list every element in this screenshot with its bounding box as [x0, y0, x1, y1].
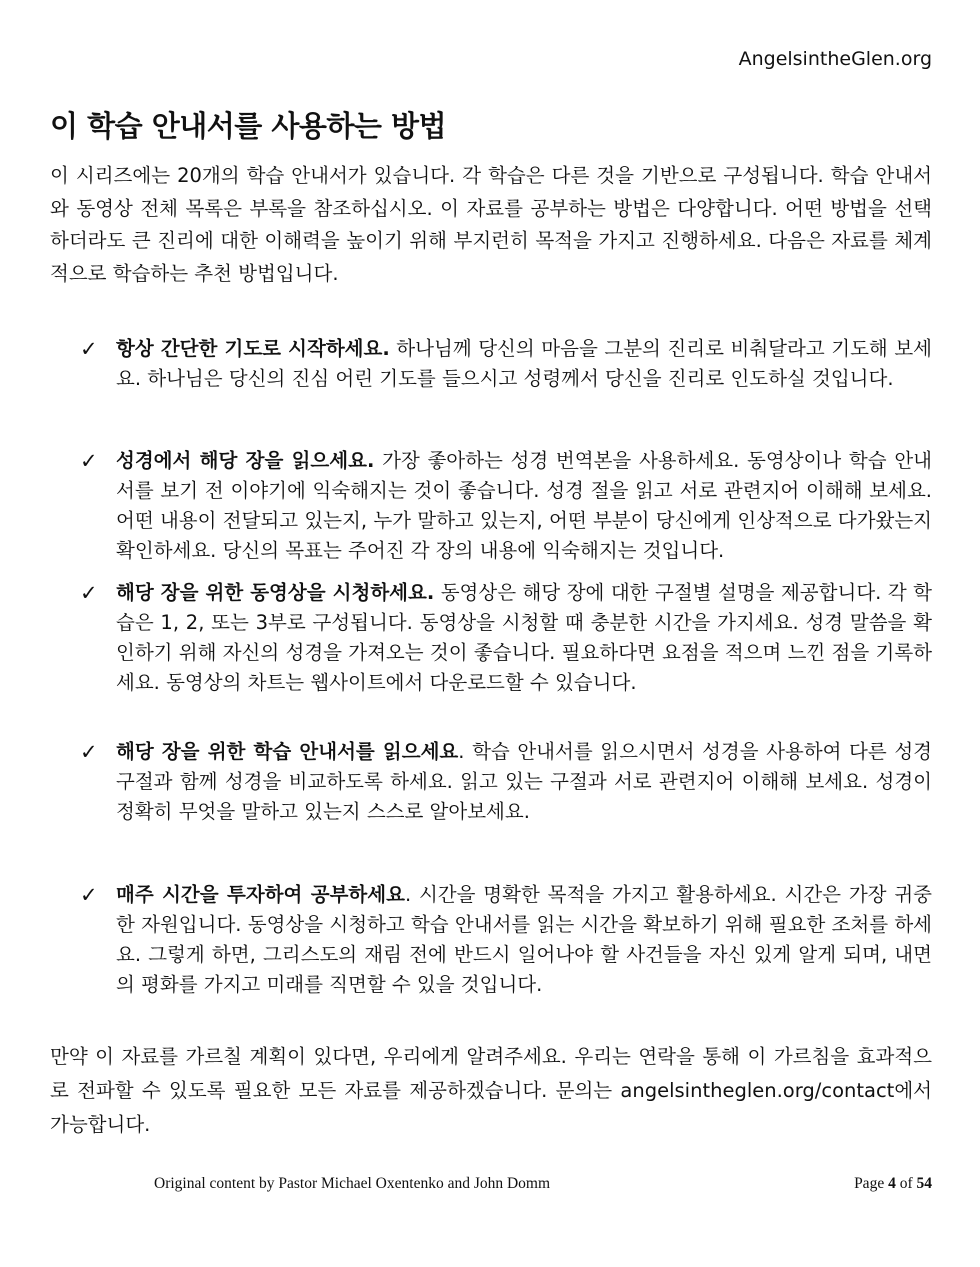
intro-paragraph: 이 시리즈에는 20개의 학습 안내서가 있습니다. 각 학습은 다른 것을 기반으로 구성됩니다. 학습 안내서와 동영상 전체 목록은 부록을 참조하십시오. 이 자료를 공부하는 방법은 다양합니다. 어떤 방법을 선택하더라도 큰 진리에 대한 이해력을 높이기 위해 부지런히 목적을 가지고 진행하세요. 다음은 자료를 체계적으로 학습하는 추천 방법입니다. [50, 164, 932, 285]
list-item-text [116, 880, 932, 1000]
footer-credit: Original content by Pastor Michael Oxentenko and John Domm [154, 1175, 551, 1192]
list-item-body: 하나님께 당신의 마음을 그분의 진리로 비춰달라고 기도해 보세요. 하나님은 당신의 진심 어린 기도를 들으시고 성령께서 당신을 진리로 인도하실 것입니다. [116, 337, 932, 390]
site-url: AngelsintheGlen.org [738, 48, 932, 70]
list-item-text [116, 446, 932, 566]
list-item-lead: 해당 장을 위한 동영상을 시청하세요. [116, 581, 435, 604]
page-total: 54 [916, 1175, 932, 1192]
page-title: 이 학습 안내서를 사용하는 방법 [50, 109, 447, 143]
list-item [80, 446, 932, 566]
list-item-text [116, 578, 932, 698]
list-item-body: 가장 좋아하는 성경 번역본을 사용하세요. 동영상이나 학습 안내서를 보기 전 이야기에 익숙해지는 것이 좋습니다. 성경 절을 읽고 서로 관련지어 이해해 보세요. 어떤 내용이 전달되고 있는지, 누가 말하고 있는지, 어떤 부분이 당신에게 인상적으로 다가왔는지 확인하세요. 당신의 목표는 주어진 각 장의 내용에 익숙해지는 것입니다. [116, 449, 932, 562]
list-item-text [116, 737, 932, 827]
list-item [80, 880, 932, 1000]
checkmark-icon: ✓ [80, 740, 98, 764]
list-item-lead: 성경에서 해당 장을 읽으세요. [116, 449, 375, 472]
checkmark-icon: ✓ [80, 581, 98, 605]
list-item-lead: 항상 간단한 기도로 시작하세요. [116, 337, 390, 360]
list-item [80, 737, 932, 827]
list-item-lead: 매주 시간을 투자하여 공부하세요 [116, 883, 405, 906]
page-label: Page [854, 1175, 885, 1192]
list-item-body: . 학습 안내서를 읽으시면서 성경을 사용하여 다른 성경 구절과 함께 성경을 비교하도록 하세요. 읽고 있는 구절과 서로 관련지어 이해해 보세요. 성경이 정확히 무엇을 말하고 있는지 스스로 알아보세요. [116, 740, 932, 823]
checkmark-icon: ✓ [80, 883, 98, 907]
page-number [854, 1175, 932, 1193]
checkmark-icon: ✓ [80, 337, 98, 361]
list-item-lead: 해당 장을 위한 학습 안내서를 읽으세요 [116, 740, 459, 763]
outro-paragraph: 만약 이 자료를 가르칠 계획이 있다면, 우리에게 알려주세요. 우리는 연락을 통해 이 가르침을 효과적으로 전파할 수 있도록 필요한 모든 자료를 제공하겠습니다. 문의는 angelsintheglen.org/contact에서 가능합니다. [50, 1045, 932, 1136]
list-item-body: 동영상은 해당 장에 대한 구절별 설명을 제공합니다. 각 학습은 1, 2, 또는 3부로 구성됩니다. 동영상을 시청할 때 충분한 시간을 가지세요. 성경 말씀을 확인하기 위해 자신의 성경을 가져오는 것이 좋습니다. 필요하다면 요점을 적으며 느낀 점을 기록하세요. 동영상의 차트는 웹사이트에서 다운로드할 수 있습니다. [116, 581, 932, 694]
page-of: of [899, 1175, 913, 1192]
checkmark-icon: ✓ [80, 449, 98, 473]
page-current: 4 [888, 1175, 896, 1192]
list-item [80, 578, 932, 698]
list-item [80, 334, 932, 394]
list-item-body: . 시간을 명확한 목적을 가지고 활용하세요. 시간은 가장 귀중한 자원입니다. 동영상을 시청하고 학습 안내서를 읽는 시간을 확보하기 위해 필요한 조처를 하세요. 그렇게 하면, 그리스도의 재림 전에 반드시 일어나야 할 사건들을 자신 있게 알게 되며, 내면의 평화를 가지고 미래를 직면할 수 있을 것입니다. [116, 883, 932, 996]
list-item-text [116, 334, 932, 394]
